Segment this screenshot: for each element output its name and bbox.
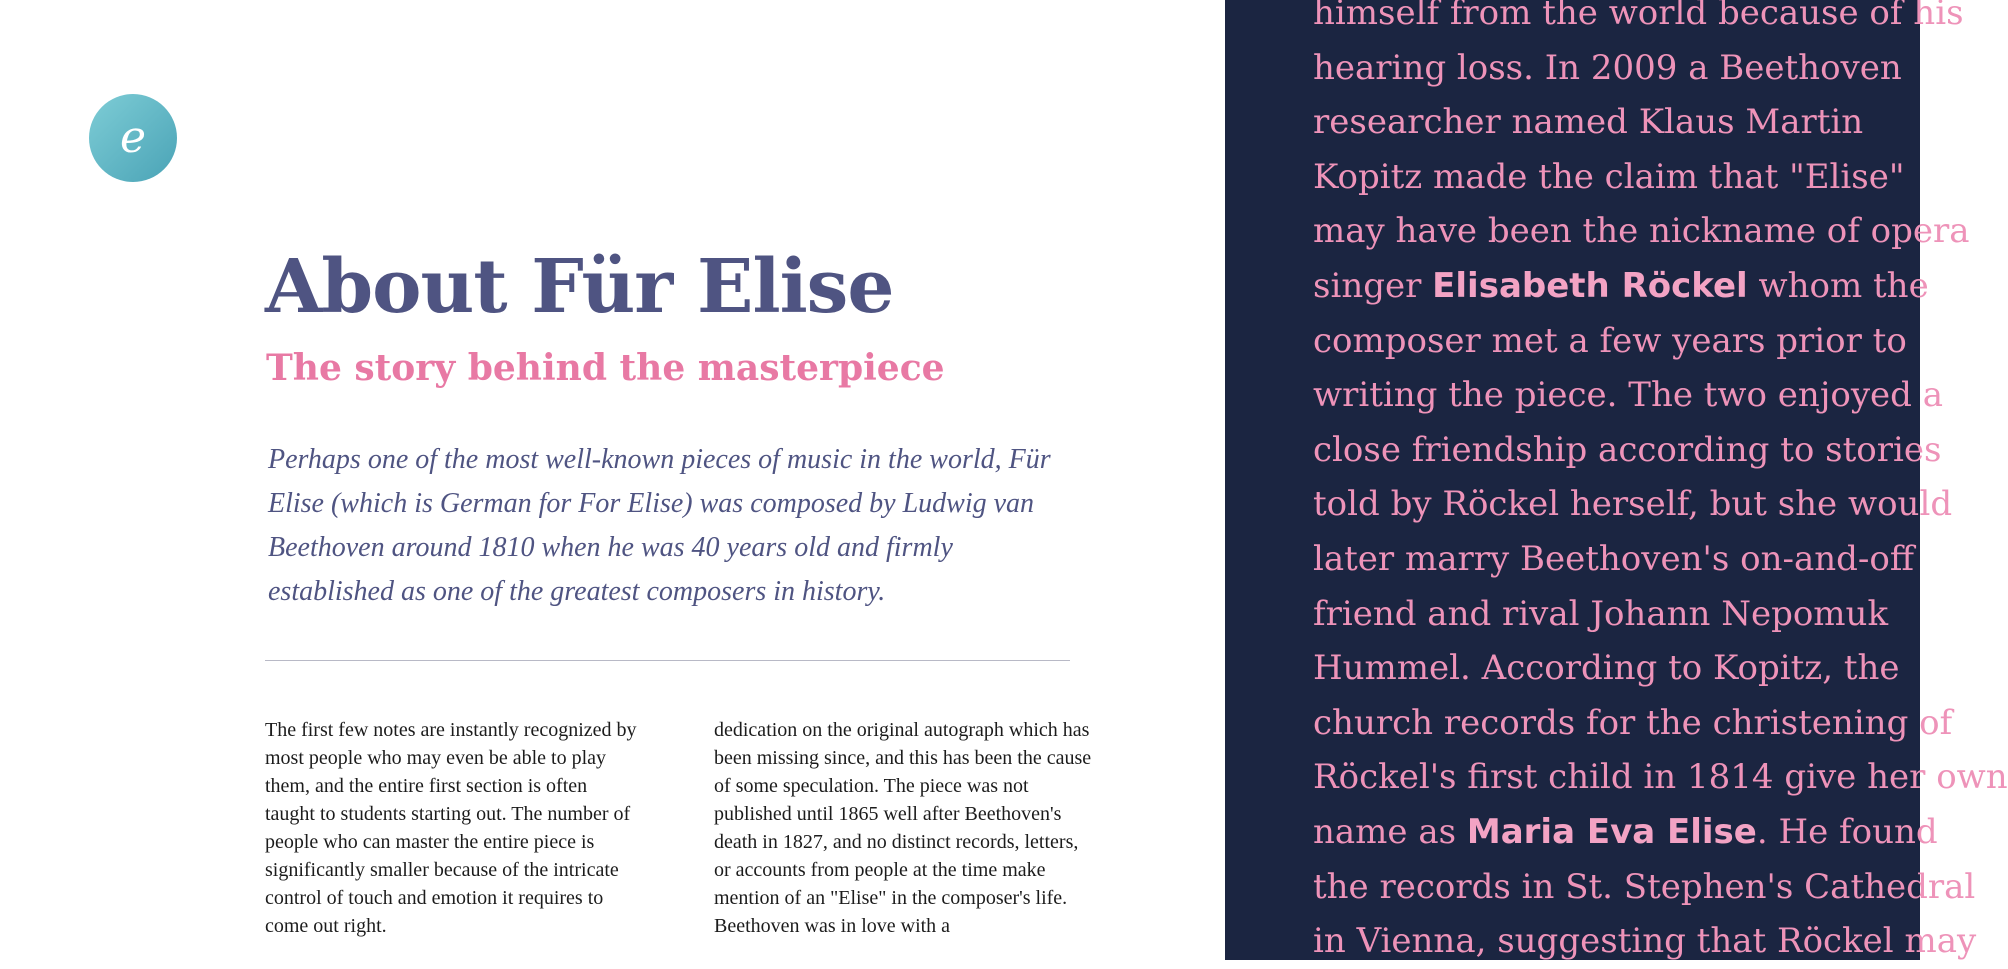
- body-column-1: The first few notes are instantly recognized by most people who may even be able to play them, and the entire first section is often taught to students starting out. The number of people who can master the entire piece is significantly smaller because of the intricate control of touch and emotion it requires to come out right.: [265, 719, 637, 937]
- story-line: later marry Beethoven's on-and-off: [1313, 538, 1915, 579]
- story-line: hearing loss. In 2009 a Beethoven: [1313, 47, 1902, 88]
- story-line: Hummel. According to Kopitz, the: [1313, 648, 1900, 689]
- elise-logo-icon[interactable]: [89, 94, 177, 182]
- story-highlight-name: Elisabeth Röckel: [1432, 265, 1748, 306]
- story-fragment: whom the: [1747, 265, 1929, 306]
- story-highlight-name: Maria Eva Elise: [1466, 811, 1757, 852]
- lede-paragraph: Perhaps one of the most well-known pieces of music in the world, Für Elise (which is German for For Elise) was composed by Ludwig van Beethoven around 1810 when he was 40 years old and firmly established as one of the greatest composers in history.: [268, 444, 1051, 607]
- story-panel: [1225, 0, 2008, 962]
- story-line: in Vienna, suggesting that Röckel may: [1313, 921, 1977, 962]
- story-line: [1313, 805, 1953, 860]
- story-line: writing the piece. The two enjoyed a: [1313, 375, 1944, 416]
- page-title: About Für Elise: [265, 244, 894, 330]
- story-line: church records for the christening of: [1313, 702, 1953, 743]
- story-line: composer met a few years prior to: [1313, 320, 1907, 361]
- story-line: friend and rival Johann Nepomuk: [1313, 593, 1889, 634]
- story-line: researcher named Klaus Martin: [1313, 102, 1864, 143]
- story-fragment: name as: [1313, 811, 1467, 852]
- logo-glyph: e: [119, 112, 147, 163]
- story-line: may have been the nickname of opera: [1313, 211, 1970, 252]
- story-line: [1313, 259, 1953, 314]
- story-line: told by Röckel herself, but she would: [1313, 484, 1953, 525]
- story-line: the records in St. Stephen's Cathedral: [1313, 866, 1976, 907]
- story-line: close friendship according to stories: [1313, 429, 1942, 470]
- story-line: himself from the world because of his: [1313, 0, 1964, 33]
- story-line: Kopitz made the claim that "Elise": [1313, 156, 1905, 197]
- story-text: [1313, 0, 2008, 969]
- divider: [265, 660, 1070, 661]
- page-subtitle: The story behind the masterpiece: [266, 347, 945, 389]
- story-fragment: . He found: [1756, 811, 1938, 852]
- body-column-2: dedication on the original autograph which has been missing since, and this has been the cause of some speculation. The piece was not published until 1865 well after Beethoven's death in 1827, and no distinct records, letters, or accounts from people at the time make mention of an "Elise" in the composer's life. Beethoven was in love with a: [714, 719, 1092, 937]
- story-line: Röckel's first child in 1814 give her own: [1313, 757, 2008, 798]
- story-fragment: singer: [1313, 265, 1433, 306]
